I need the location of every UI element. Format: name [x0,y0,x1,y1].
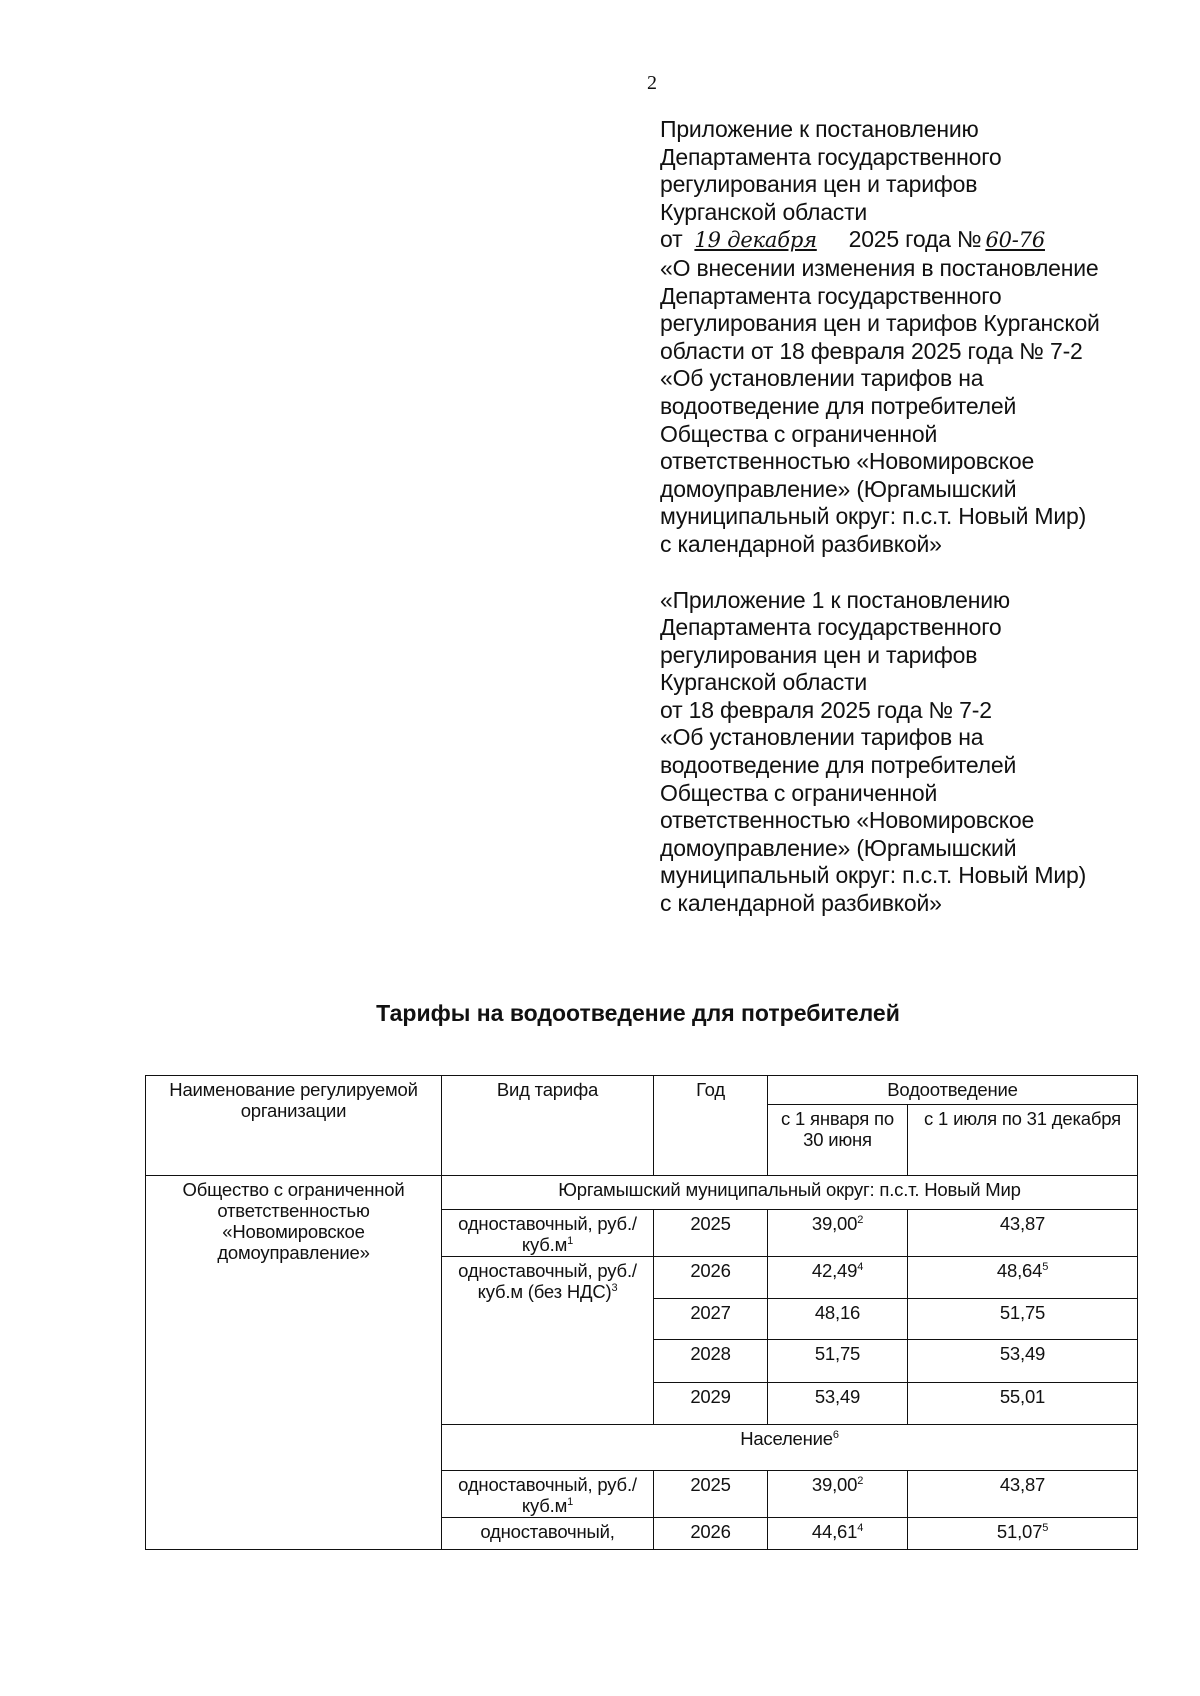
header-year: Год [654,1076,768,1176]
value-text: 48,64 [996,1260,1043,1281]
value-cell [908,1471,1138,1518]
year-cell: 2027 [654,1299,768,1340]
appendix1-line: Общества с ограниченной [660,779,938,806]
footnote-mark: 4 [857,1521,864,1534]
year-cell: 2026 [654,1257,768,1299]
tariff-type-text: одноставочный, руб./куб.м [458,1213,637,1255]
appendix-subject-line: домоуправление» (Юргамышский [660,475,1017,502]
value-text: 51,07 [996,1521,1043,1542]
appendix-subject-line: ответственностью «Новомировское [660,448,1035,475]
appendix1-line: с календарной разбивкой» [660,890,942,917]
appendix1-line: «Приложение 1 к постановлению [660,586,1010,613]
value-cell: 48,16 [768,1299,908,1340]
table-title: Тарифы на водоотведение для потребителей [376,1000,900,1026]
tariffs-table [145,1075,1138,1550]
header-period-2: с 1 июля по 31 декабря [908,1105,1138,1176]
appendix-date-line [660,226,1140,255]
value-cell [768,1518,908,1550]
header-service: Водоотведение [768,1076,1138,1105]
appendix1-line: «Об установлении тарифов на [660,724,984,751]
value-text: 43,87 [999,1474,1046,1495]
footnote-mark: 5 [1042,1521,1049,1534]
value-cell [768,1257,908,1299]
header-tariff-type: Вид тарифа [442,1076,654,1176]
date-prefix: от [660,226,683,253]
footnote-mark: 2 [857,1213,864,1226]
appendix-subject-line: регулирования цен и тарифов Курганской [660,310,1100,337]
handwritten-number: 60-76 [985,228,1045,253]
date-suffix: 2025 года № [848,226,982,253]
appendix-subject-line: Общества с ограниченной [660,420,938,447]
appendix-line: Курганской области [660,198,868,225]
year-cell: 2029 [654,1383,768,1425]
page-number: 2 [647,72,657,94]
appendix1-line: ответственностью «Новомировское [660,807,1035,834]
appendix-subject-line: области от 18 февраля 2025 года № 7-2 [660,337,1083,364]
value-text: 44,61 [811,1521,858,1542]
header-org: Наименование регулируемой организации [146,1076,442,1176]
footnote-mark: 3 [611,1281,618,1294]
section-title [442,1425,1138,1471]
footnote-mark: 2 [857,1474,864,1487]
section-title: Юргамышский муниципальный округ: п.с.т. Новый Мир [442,1176,1138,1210]
value-cell [768,1471,908,1518]
tariff-type-cell: одноставочный, [442,1518,654,1550]
year-cell: 2026 [654,1518,768,1550]
value-cell: 51,75 [768,1340,908,1383]
appendix-subject-line: «О внесении изменения в постановление [660,254,1099,281]
appendix1-line: регулирования цен и тарифов [660,641,978,668]
value-text: 42,49 [811,1260,858,1281]
tariff-type-cell [442,1257,654,1425]
tariff-type-text: одноставочный, руб./куб.м (без НДС) [458,1260,637,1302]
appendix1-line: от 18 февраля 2025 года № 7-2 [660,696,992,723]
appendix1-line: домоуправление» (Юргамышский [660,834,1017,861]
footnote-mark: 4 [857,1260,864,1273]
appendix-line: регулирования цен и тарифов [660,171,978,198]
tariff-type-cell [442,1471,654,1518]
section-title-text: Население [740,1428,833,1449]
appendix-subject-line: с календарной разбивкой» [660,530,942,557]
tariff-type-cell [442,1210,654,1257]
appendix1-line: Курганской области [660,669,868,696]
value-cell [908,1518,1138,1550]
footnote-mark: 5 [1042,1260,1049,1273]
handwritten-date: 19 декабря [694,228,817,253]
value-cell [908,1257,1138,1299]
value-cell: 51,75 [908,1299,1138,1340]
footnote-mark: 1 [567,1234,574,1247]
section-row [146,1176,1138,1210]
appendix1-line: муниципальный округ: п.с.т. Новый Мир) [660,862,1087,889]
appendix-subject-line: Департамента государственного [660,282,1002,309]
value-text: 39,00 [811,1213,858,1234]
tariff-type-text: одноставочный, руб./куб.м [458,1474,637,1516]
appendix1-line: Департамента государственного [660,614,1002,641]
year-cell: 2028 [654,1340,768,1383]
year-cell: 2025 [654,1210,768,1257]
value-cell [768,1210,908,1257]
year-cell: 2025 [654,1471,768,1518]
footnote-mark: 6 [832,1428,839,1441]
value-text: 39,00 [811,1474,858,1495]
appendix-subject-line: водоотведение для потребителей [660,392,1017,419]
appendix-line: Департамента государственного [660,143,1002,170]
appendix1-line: водоотведение для потребителей [660,752,1017,779]
appendix-header [660,116,1140,918]
organization-name: Общество с ограниченной ответственностью «Новомировское домоуправление» [146,1176,442,1550]
value-cell [908,1210,1138,1257]
header-period-1: с 1 января по 30 июня [768,1105,908,1176]
value-cell: 53,49 [908,1340,1138,1383]
value-cell: 53,49 [768,1383,908,1425]
appendix-subject-line: «Об установлении тарифов на [660,365,984,392]
table-header-row [146,1076,1138,1105]
value-cell: 55,01 [908,1383,1138,1425]
value-text: 43,87 [999,1213,1046,1234]
appendix-subject-line: муниципальный округ: п.с.т. Новый Мир) [660,503,1087,530]
footnote-mark: 1 [567,1495,574,1508]
appendix-line: Приложение к постановлению [660,116,979,142]
